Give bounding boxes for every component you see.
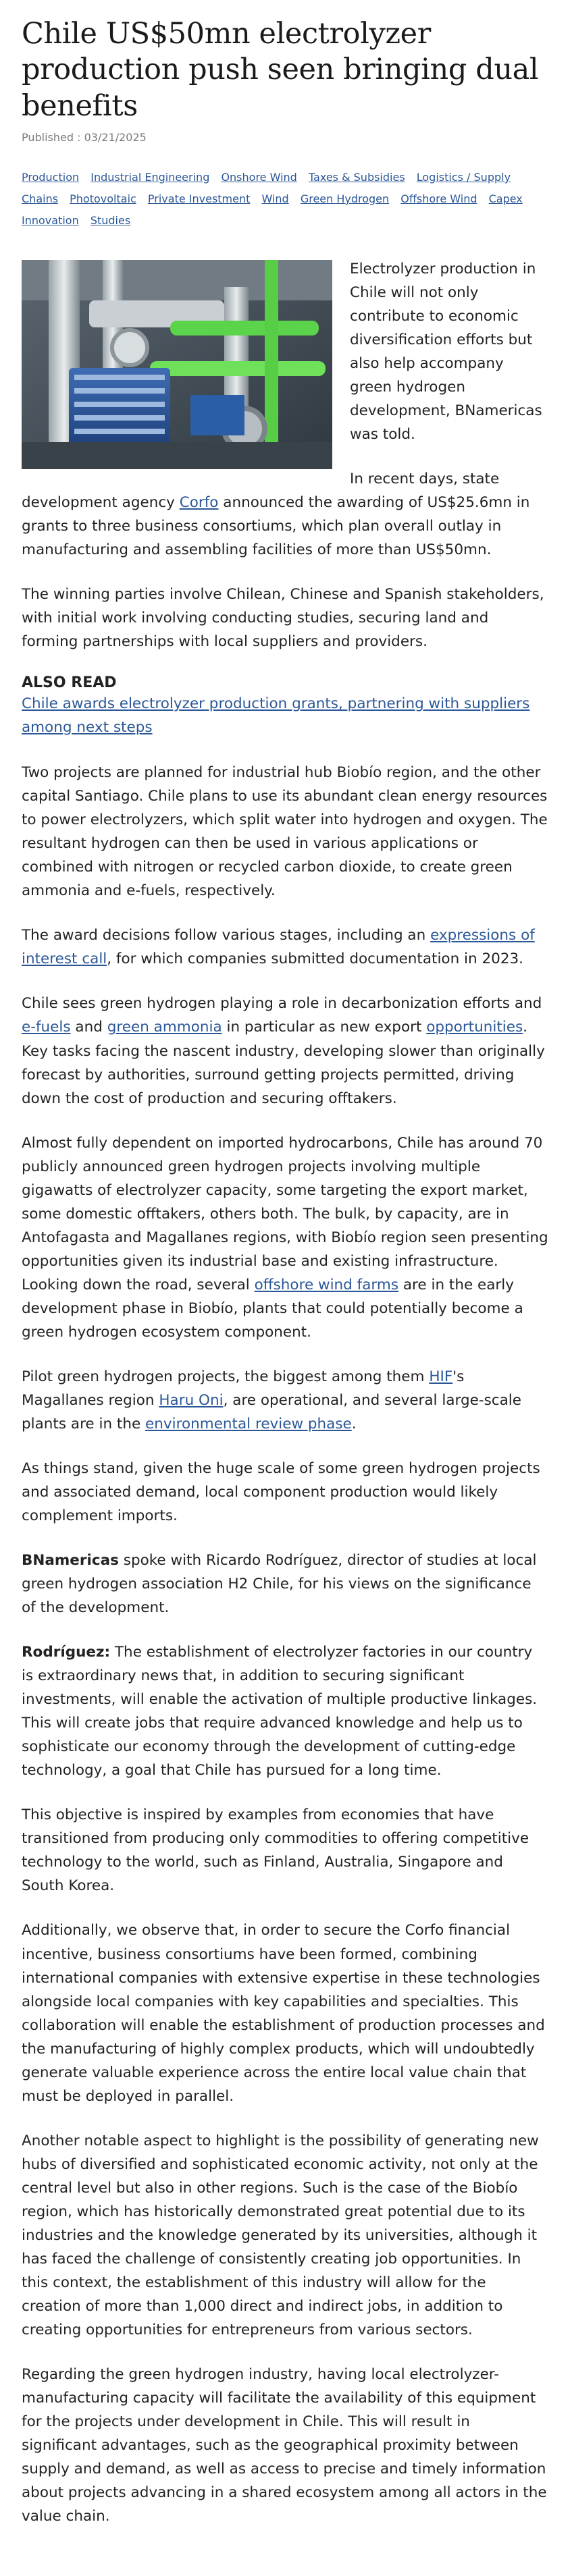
paragraph: Additionally, we observe that, in order to secure the Corfo financial incentive, business consortiums have been formed, combining international companies with extensive expertise in these technologies alongside local companies with key capabilities and specialties. This collaboration will enable the establishment of production processes and the manufacturing of highly complex products, which will undoubtedly generate valuable experience across the entire local value chain that must be deployed in parallel. [22,1922,545,2105]
paragraph: Electrolyzer production in Chile will not only contribute to economic diversification efforts but also help accompany green hydrogen development, BNamericas was told. [350,260,542,444]
paragraph: The winning parties involve Chilean, Chinese and Spanish stakeholders, with initial work involving conducting studies, securing land and forming partnerships with local suppliers and providers. [22,586,544,651]
tag-link[interactable]: Production [22,170,80,184]
tag-list [22,167,548,232]
tag-link[interactable]: Onshore Wind [221,170,297,184]
expressions-of-interest-link[interactable]: expressions of interest call [22,927,535,968]
tag-link[interactable]: Taxes & Subsidies [308,170,405,184]
tag-link[interactable]: Wind [261,192,289,205]
also-read-link[interactable]: Chile awards electrolyzer production grants, partnering with suppliers among next steps [22,695,530,736]
paragraph: As things stand, given the huge scale of some green hydrogen projects and associated demand, local component production would likely complement imports. [22,1459,540,1525]
offshore-wind-farms-link[interactable]: offshore wind farms [254,1276,399,1293]
paragraph: Two projects are planned for industrial hub Biobío region, and the other capital Santiago. Chile plans to use its abundant clean energy resources to power electrolyzers, which split water into hydrogen and oxygen. The resultant hydrogen can then be used in various applications or combined with nitrogen or recycled carbon dioxide, to create green ammonia and e-fuels, respectively. [22,764,548,900]
tag-link[interactable]: Innovation [22,213,79,227]
article-body [22,257,548,2528]
tag-link[interactable]: Offshore Wind [400,192,477,205]
tag-link[interactable]: Photovoltaic [70,192,136,205]
also-read-item [22,693,548,739]
hif-link[interactable]: HIF [429,1368,453,1385]
corfo-link[interactable]: Corfo [179,494,219,512]
article-title: Chile US$50mn electrolyzer production push seen bringing dual benefits [22,17,539,123]
paragraph: In recent days, state development agency Corfo announced the awarding of US$25.6mn in grants to three business consortiums, which plan overall outlay in manufacturing and assembling facilities of more than US$50mn. [22,471,530,559]
paragraph: BNamericas spoke with Ricardo Rodríguez, director of studies at local green hydrogen association H2 Chile, for his views on the significance of the development. [22,1552,537,1617]
article-image [22,260,332,469]
e-fuels-link[interactable]: e-fuels [22,1019,71,1036]
paragraph: Regarding the green hydrogen industry, having local electrolyzer-manufacturing capacity will facilitate the availability of this equipment for the projects under development in Chile. This will result in significant advantages, such as the geographical proximity between supply and demand, as well as access to precise and timely information about projects advancing in a shared ecosystem among all actors in the value chain. [22,2366,547,2525]
tag-link[interactable]: Studies [90,213,131,227]
paragraph: Another notable aspect to highlight is the possibility of generating new hubs of diversified and sophisticated economic activity, not only at the central level but also in other regions. Such is the case of the Biobío region, which has historically demonstrated great potential due to its industries and the knowledge generated by its universities, although it has faced the challenge of consistently creating job opportunities. In this context, the establishment of this industry will allow for the creation of more than 1,000 direct and indirect jobs, in addition to creating opportunities for entrepreneurs from various sectors. [22,2132,539,2338]
speaker-label: BNamericas [22,1552,119,1569]
paragraph: This objective is inspired by examples from economies that have transitioned from producing only commodities to offering competitive technology to the world, such as Finland, Australia, Singapore and South Korea. [22,1806,529,1895]
also-read-label: ALSO READ [22,674,117,692]
paragraph: The award decisions follow various stages, including an expressions of interest call, for which companies submitted documentation in 2023. [22,927,535,968]
haru-oni-link[interactable]: Haru Oni [159,1391,224,1409]
published-date: Published : 03/21/2025 [22,130,147,144]
paragraph: Rodríguez: The establishment of electrolyzer factories in our country is extraordinary news that, in addition to securing significant investments, will enable the activation of multiple productive linkages. This will create jobs that require advanced knowledge and help us to sophisticate our economy through the development of cutting-edge technology, a goal that Chile has pursued for a long time. [22,1644,538,1779]
paragraph: Almost fully dependent on imported hydrocarbons, Chile has around 70 publicly announced green hydrogen projects involving multiple gigawatts of electrolyzer capacity, some targeting the export market, some domestic offtakers, others both. The bulk, by capacity, are in Antofagasta and Magallanes regions, with Biobío region seen presenting opportunities given its industrial base and existing infrastructure. Looking down the road, several offshore wind farms are in the early development phase in Biobío, plants that could potentially become a green hydrogen ecosystem component. [22,1134,548,1341]
speaker-label: Rodríguez: [22,1644,111,1661]
tag-link[interactable]: Private Investment [147,192,251,205]
opportunities-link[interactable]: opportunities [426,1019,523,1036]
tag-link[interactable]: Capex [488,192,523,205]
paragraph: Pilot green hydrogen projects, the biggest among them HIF's Magallanes region Haru Oni, are operational, and several large-scale plants are in the environmental review phase. [22,1368,522,1432]
tag-link[interactable]: Industrial Engineering [90,170,210,184]
environmental-review-link[interactable]: environmental review phase [145,1415,352,1432]
paragraph: Chile sees green hydrogen playing a role in decarbonization efforts and e-fuels and green ammonia in particular as new export opportunities. Key tasks facing the nascent industry, developing slower than originally forecast by authorities, surround getting projects permitted, driving down the cost of production and securing offtakers. [22,995,545,1107]
green-ammonia-link[interactable]: green ammonia [107,1019,222,1036]
tag-link[interactable]: Green Hydrogen [300,192,390,205]
tag-link[interactable]: Logistics / Supply Chains [22,170,511,205]
